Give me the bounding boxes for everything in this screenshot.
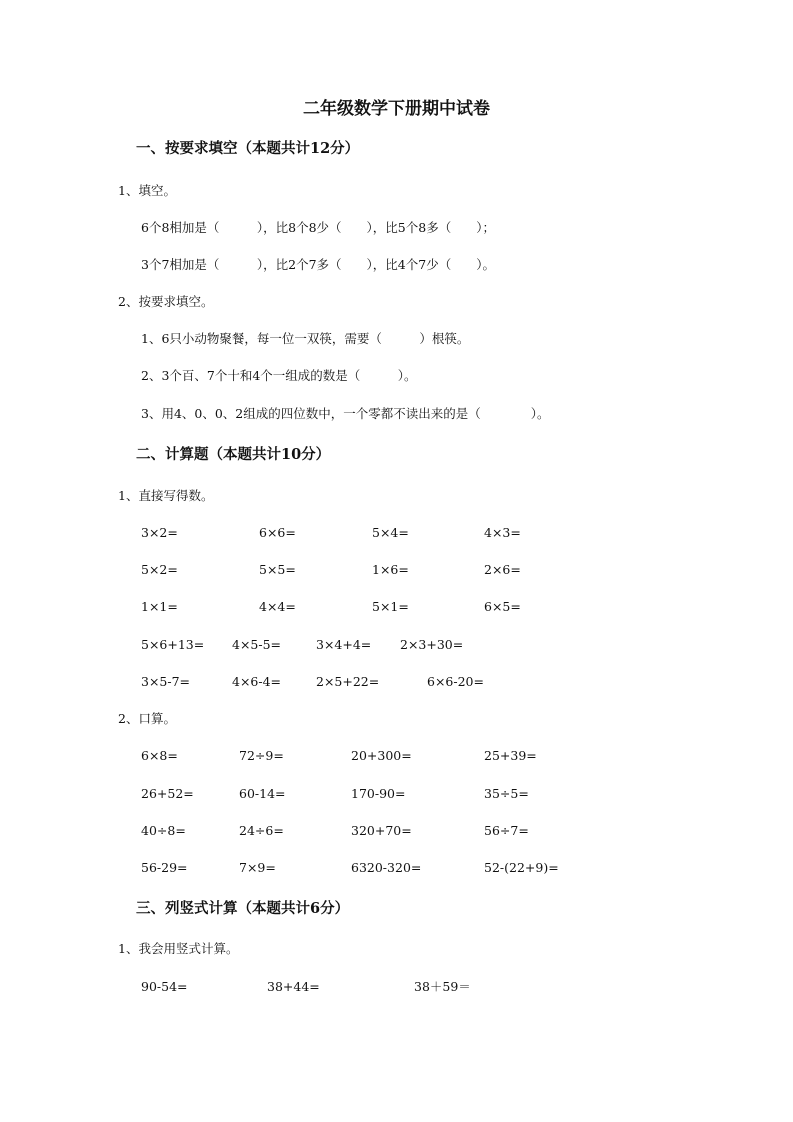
calc-item: 5×6+13= [141,637,205,652]
mental-calc-item: 52-(22+9)= [484,860,559,875]
vertical-calc-item: 90-54= [141,979,188,994]
calc-item: 3×5-7= [141,674,191,689]
mental-calc-item: 320+70= [351,823,412,838]
s1-q1-line-1: 6个8相加是（ ），比8个8少（ ），比5个8多（ ）； [141,220,495,235]
mental-calc-item: 56÷7= [484,823,529,838]
s1-q1-line-2: 3个7相加是（ ），比2个7多（ ），比4个7少（ ）。 [141,257,495,272]
mental-calc-item: 7×9= [239,860,276,875]
calc-item: 2×5+22= [316,674,380,689]
mental-calc-item: 35÷5= [484,786,529,801]
calc-item: 2×3+30= [400,637,464,652]
calc-item: 4×4= [259,599,296,614]
calc-item: 6×6= [259,525,296,540]
mental-calc-item: 20+300= [351,748,412,763]
page-title: 二年级数学下册期中试卷 [303,99,490,119]
mental-calc-item: 72÷9= [239,748,284,763]
s1-q2-label: 2、按要求填空。 [118,294,214,309]
s2-q2-label: 2、口算。 [118,711,176,726]
mental-calc-item: 60-14= [239,786,286,801]
s3-q1-label: 1、我会用竖式计算。 [118,941,239,956]
s1-q2-item: 2、3个百、7个十和4个一组成的数是（ ）。 [141,368,417,383]
calc-item: 5×1= [372,599,409,614]
calc-item: 5×5= [259,562,296,577]
mental-calc-item: 24÷6= [239,823,284,838]
vertical-calc-item: 38+44= [267,979,320,994]
s1-q1-label: 1、填空。 [118,183,176,198]
calc-item: 4×5-5= [232,637,282,652]
mental-calc-item: 26+52= [141,786,194,801]
calc-item: 3×2= [141,525,178,540]
mental-calc-item: 40÷8= [141,823,186,838]
mental-calc-item: 6×8= [141,748,178,763]
calc-item: 5×4= [372,525,409,540]
calc-item: 6×5= [484,599,521,614]
section-3-heading: 三、列竖式计算（本题共计6分） [136,900,350,917]
s2-q1-label: 1、直接写得数。 [118,488,214,503]
calc-item: 6×6-20= [427,674,484,689]
mental-calc-item: 25+39= [484,748,537,763]
mental-calc-item: 6320-320= [351,860,422,875]
calc-item: 5×2= [141,562,178,577]
calc-item: 4×3= [484,525,521,540]
mental-calc-item: 56-29= [141,860,188,875]
s1-q2-item: 3、用4、0、0、2组成的四位数中，一个零都不读出来的是（ ）。 [141,406,550,421]
calc-item: 4×6-4= [232,674,282,689]
vertical-calc-item: 38＋59＝ [414,979,471,994]
section-2-heading: 二、计算题（本题共计10分） [136,446,331,463]
calc-item: 3×4+4= [316,637,372,652]
mental-calc-item: 170-90= [351,786,406,801]
calc-item: 1×1= [141,599,178,614]
calc-item: 1×6= [372,562,409,577]
calc-item: 2×6= [484,562,521,577]
s1-q2-item: 1、6只小动物聚餐，每一位一双筷，需要（ ）根筷。 [141,331,470,346]
section-1-heading: 一、按要求填空（本题共计12分） [136,140,360,157]
